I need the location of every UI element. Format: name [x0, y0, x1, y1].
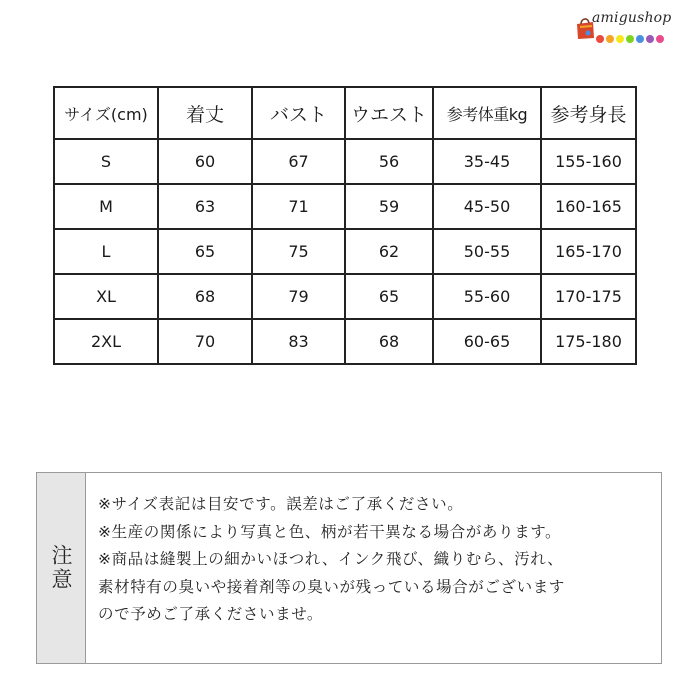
logo-dot	[656, 35, 664, 43]
notice-body	[86, 473, 661, 663]
cell-height: 175-180	[541, 319, 636, 364]
cell-size: XL	[54, 274, 158, 319]
notice-line: ※商品は縫製上の細かいほつれ、インク飛び、織りむら、汚れ、	[98, 550, 564, 568]
notice-box	[36, 472, 662, 664]
table-row	[54, 274, 636, 319]
header-length: 着丈	[158, 87, 252, 139]
logo-dot	[646, 35, 654, 43]
cell-length: 65	[158, 229, 252, 274]
table-row	[54, 229, 636, 274]
cell-height: 170-175	[541, 274, 636, 319]
cell-waist: 56	[345, 139, 433, 184]
notice-label-panel	[37, 473, 86, 663]
cell-bust: 67	[252, 139, 345, 184]
cell-length: 63	[158, 184, 252, 229]
cell-bust: 75	[252, 229, 345, 274]
cell-height: 155-160	[541, 139, 636, 184]
cell-weight: 45-50	[433, 184, 541, 229]
logo-dot	[596, 35, 604, 43]
table-row	[54, 319, 636, 364]
cell-bust: 71	[252, 184, 345, 229]
notice-label: 注意	[49, 544, 73, 592]
notice-line: 素材特有の臭いや接着剤等の臭いが残っている場合がございます	[98, 577, 565, 596]
notice-line: ※生産の関係により写真と色、柄が若干異なる場合があります。	[98, 522, 562, 541]
cell-bust: 79	[252, 274, 345, 319]
cell-waist: 62	[345, 229, 433, 274]
cell-size: L	[54, 229, 158, 274]
cell-length: 70	[158, 319, 252, 364]
cell-weight: 55-60	[433, 274, 541, 319]
logo-dot	[626, 35, 634, 43]
cell-weight: 60-65	[433, 319, 541, 364]
header-waist: ウエスト	[345, 87, 433, 139]
size-table	[53, 86, 637, 365]
header-size: サイズ(cm)	[54, 87, 158, 139]
cell-weight: 35-45	[433, 139, 541, 184]
header-bust: バスト	[252, 87, 345, 139]
table-row	[54, 184, 636, 229]
header-weight: 参考体重kg	[433, 87, 541, 139]
notice-line: ※サイズ表記は目安です。誤差はご了承ください。	[98, 495, 464, 513]
cell-waist: 68	[345, 319, 433, 364]
shop-logo	[574, 8, 692, 46]
table-row	[54, 139, 636, 184]
cell-weight: 50-55	[433, 229, 541, 274]
notice-line: ので予めご了承くださいませ。	[98, 605, 323, 623]
cell-waist: 65	[345, 274, 433, 319]
cell-height: 160-165	[541, 184, 636, 229]
logo-dot	[636, 35, 644, 43]
cell-length: 68	[158, 274, 252, 319]
logo-dot	[606, 35, 614, 43]
cell-size: S	[54, 139, 158, 184]
logo-dots	[596, 35, 664, 43]
cell-size: M	[54, 184, 158, 229]
cell-bust: 83	[252, 319, 345, 364]
header-height: 参考身長	[541, 87, 636, 139]
cell-waist: 59	[345, 184, 433, 229]
cell-height: 165-170	[541, 229, 636, 274]
cell-size: 2XL	[54, 319, 158, 364]
cell-length: 60	[158, 139, 252, 184]
logo-dot	[616, 35, 624, 43]
logo-text: amigushop	[592, 10, 672, 26]
table-header-row	[54, 87, 636, 139]
